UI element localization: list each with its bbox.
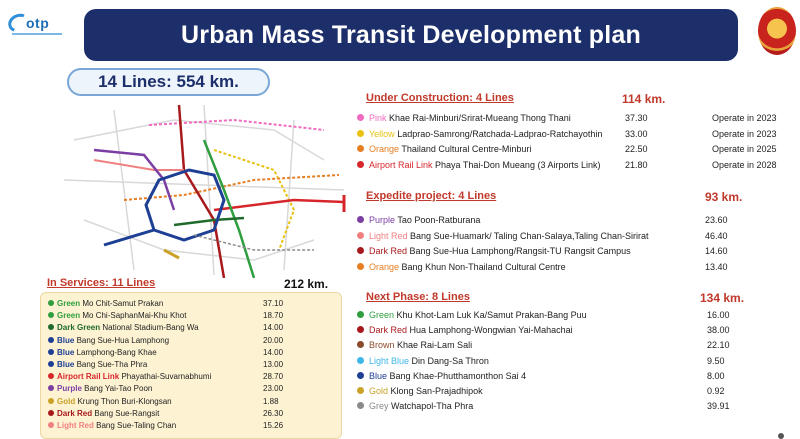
line-row: [357, 230, 787, 243]
line-length: 1.88: [263, 396, 279, 406]
operate-year: Operate in 2025: [712, 144, 777, 154]
government-seal-icon: [758, 7, 796, 55]
line-row: [357, 245, 787, 258]
page-indicator: [778, 433, 784, 439]
line-row: [357, 261, 787, 274]
bullet-icon: [357, 130, 364, 137]
line-row: [357, 309, 787, 322]
line-length: 21.80: [625, 159, 648, 170]
line-length: 38.00: [707, 325, 730, 336]
line-length: 14.00: [263, 347, 284, 357]
line-route: Mo Chit-Samut Prakan: [82, 299, 164, 308]
line-color-name: Purple: [57, 384, 82, 394]
logo-underline: [12, 33, 62, 35]
line-route: Bang Sue-Huamark/ Taling Chan-Salaya,Taling Chan-Sirirat: [410, 230, 649, 241]
line-color-name: Pink: [369, 113, 387, 123]
line-color-name: Airport Rail Link: [369, 159, 433, 170]
bullet-icon: [48, 337, 54, 343]
next-phase-heading: Next Phase: 8 Lines: [366, 291, 470, 303]
line-length: 28.70: [263, 372, 284, 382]
bullet-icon: [357, 372, 364, 379]
line-route: Bang Khun Non-Thailand Cultural Centre: [401, 261, 566, 272]
line-length: 15.26: [263, 421, 284, 430]
line-length: 46.40: [705, 230, 728, 241]
line-row: [48, 310, 328, 321]
line-color-name: Orange: [369, 144, 400, 154]
line-row: [357, 128, 787, 141]
line-length: 26.30: [263, 408, 284, 418]
line-color-name: Dark Green: [57, 323, 101, 333]
line-route: Lamphong-Bang Khae: [76, 347, 157, 357]
bullet-icon: [357, 402, 364, 409]
line-length: 0.92: [707, 386, 725, 396]
line-route: Ladprao-Samrong/Ratchada-Ladprao-Ratchayothin: [397, 128, 603, 139]
line-row: [48, 347, 328, 358]
line-route: Bang Yai-Tao Poon: [84, 384, 153, 394]
line-route: Tao Poon-Ratburana: [397, 215, 481, 225]
logo-text: otp: [26, 15, 50, 31]
line-route: Klong San-Prajadhipok: [390, 386, 483, 396]
line-length: 33.00: [625, 128, 648, 139]
line-color-name: Airport Rail Link: [57, 372, 120, 382]
line-row: [357, 355, 787, 368]
in-services-km: 212 km.: [284, 277, 329, 291]
line-length: 39.91: [707, 401, 730, 412]
bullet-icon: [357, 387, 364, 394]
line-color-name: Brown: [369, 340, 395, 351]
line-route: Bang Sue-Hua Lamphong: [76, 335, 170, 345]
line-row: [357, 385, 787, 398]
bullet-icon: [357, 326, 364, 333]
airport-link-line: [214, 200, 344, 210]
expedite-heading: Expedite project: 4 Lines: [366, 190, 497, 202]
line-color-name: Blue: [369, 370, 388, 381]
bullet-icon: [48, 324, 54, 330]
expedite-km: 93 km.: [705, 190, 743, 204]
otp-logo: [8, 12, 68, 38]
line-length: 22.50: [625, 144, 648, 154]
line-color-name: Green: [57, 299, 81, 308]
line-color-name: Blue: [57, 360, 75, 369]
bullet-icon: [48, 410, 54, 416]
bullet-icon: [357, 161, 364, 168]
line-row: [357, 112, 787, 125]
line-row: [48, 322, 328, 333]
total-lines-badge: [67, 68, 270, 96]
line-color-name: Light Blue: [369, 355, 410, 366]
line-length: 14.00: [263, 323, 284, 333]
line-row: [357, 370, 787, 383]
line-color-name: Gold: [57, 396, 76, 406]
line-route: Bang Sue-Tha Phra: [76, 360, 148, 369]
bullet-icon: [48, 373, 54, 379]
line-color-name: Blue: [57, 335, 75, 345]
line-row: [48, 396, 328, 407]
blue-loop-line: [146, 170, 224, 240]
line-length: 13.40: [705, 261, 728, 272]
line-length: 13.00: [263, 360, 284, 369]
pink-line: [149, 120, 324, 130]
line-route: Bang Khae-Phutthamonthon Sai 4: [389, 370, 527, 381]
operate-year: Operate in 2028: [712, 159, 777, 170]
line-row: [48, 371, 328, 382]
bullet-icon: [48, 361, 54, 367]
line-route: Phaya Thai-Don Mueang (3 Airports Link): [435, 159, 601, 170]
line-length: 14.60: [705, 246, 728, 256]
line-color-name: Purple: [369, 215, 396, 225]
in-services-heading: In Services: 11 Lines: [47, 277, 156, 289]
bullet-icon: [48, 312, 54, 318]
line-color-name: Grey: [369, 401, 389, 412]
yellow-line: [214, 150, 294, 250]
bullet-icon: [357, 114, 364, 121]
line-route: Mo Chi-SaphanMai-Khu Khot: [82, 311, 187, 321]
total-lines-text: 14 Lines: 554 km.: [98, 72, 239, 91]
light-red-line: [94, 160, 184, 170]
title-banner: [84, 9, 738, 61]
line-row: [357, 400, 787, 413]
line-route: Khae Rai-Lam Sali: [397, 340, 473, 351]
under-construction-heading: Under Construction: 4 Lines: [366, 92, 514, 104]
line-row: [357, 214, 787, 227]
line-color-name: Orange: [369, 261, 400, 272]
line-route: Phayathai-Suvarnabhumi: [121, 372, 212, 382]
line-route: Bang Sue-Hua Lamphong/Rangsit-TU Rangsit Campus: [409, 246, 631, 256]
line-row: [357, 159, 787, 172]
line-route: Hua Lamphong-Wongwian Yai-Mahachai: [409, 325, 573, 336]
line-length: 23.00: [263, 384, 284, 394]
line-color-name: Light Red: [369, 230, 408, 241]
line-row: [357, 324, 787, 337]
line-color-name: Blue: [57, 347, 75, 357]
line-length: 16.00: [707, 310, 730, 320]
line-route: National Stadium-Bang Wa: [102, 323, 199, 333]
line-color-name: Green: [57, 311, 81, 321]
line-row: [48, 408, 328, 419]
bullet-icon: [357, 357, 364, 364]
bullet-icon: [357, 263, 364, 270]
line-color-name: Dark Red: [369, 325, 408, 336]
line-length: 20.00: [263, 335, 284, 345]
under-construction-km: 114 km.: [622, 92, 666, 106]
bullet-icon: [357, 216, 364, 223]
line-route: Krung Thon Buri-Klongsan: [77, 396, 172, 406]
line-row: [48, 359, 328, 370]
line-length: 37.10: [263, 299, 284, 308]
bullet-icon: [357, 232, 364, 239]
bullet-icon: [48, 300, 54, 306]
line-row: [357, 339, 787, 352]
line-color-name: Green: [369, 310, 395, 320]
bullet-icon: [48, 385, 54, 391]
line-color-name: Dark Red: [57, 408, 93, 418]
line-length: 23.60: [705, 215, 728, 225]
line-length: 9.50: [707, 355, 725, 366]
line-row: [48, 298, 328, 309]
transit-network-map: [54, 100, 350, 278]
line-route: Bang Sue-Rangsit: [94, 408, 160, 418]
line-length: 18.70: [263, 311, 284, 321]
line-color-name: Light Red: [57, 421, 94, 430]
line-row: [357, 143, 787, 156]
bullet-icon: [357, 247, 364, 254]
bullet-icon: [48, 398, 54, 404]
line-route: Bang Sue-Taling Chan: [96, 421, 177, 430]
bullet-icon: [48, 349, 54, 355]
line-route: Khu Khot-Lam Luk Ka/Samut Prakan-Bang Puu: [396, 310, 587, 320]
page-title: Urban Mass Transit Development plan: [181, 20, 641, 49]
line-length: 22.10: [707, 340, 730, 351]
line-color-name: Yellow: [369, 128, 395, 139]
line-route: Watchapol-Tha Phra: [391, 401, 474, 412]
dark-green-line: [174, 218, 244, 225]
operate-year: Operate in 2023: [712, 113, 777, 123]
line-route: Khae Rai-Minburi/Srirat-Mueang Thong Thani: [389, 113, 571, 123]
bullet-icon: [357, 145, 364, 152]
operate-year: Operate in 2023: [712, 128, 777, 139]
line-length: 37.30: [625, 113, 648, 123]
line-length: 8.00: [707, 370, 725, 381]
bullet-icon: [48, 422, 54, 428]
bullet-icon: [357, 341, 364, 348]
line-color-name: Gold: [369, 386, 389, 396]
line-row: [48, 335, 328, 346]
line-row: [48, 420, 328, 431]
next-phase-km: 134 km.: [700, 291, 745, 305]
line-row: [48, 383, 328, 394]
bullet-icon: [357, 311, 364, 318]
line-color-name: Dark Red: [369, 246, 408, 256]
line-route: Din Dang-Sa Thron: [411, 355, 489, 366]
line-route: Thailand Cultural Centre-Minburi: [401, 144, 532, 154]
